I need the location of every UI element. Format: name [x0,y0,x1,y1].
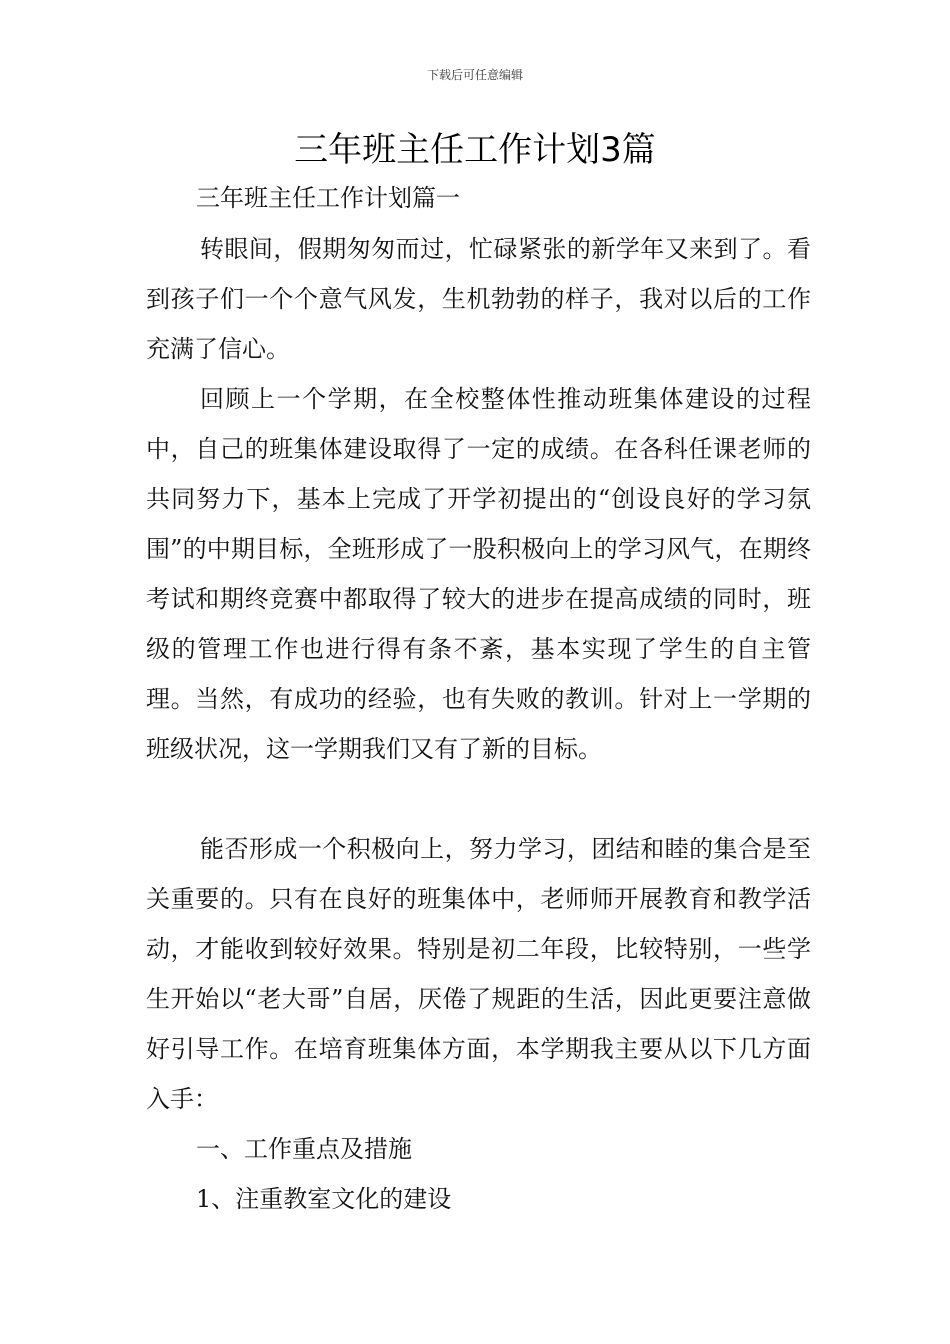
header-note: 下载后可任意编辑 [426,68,523,82]
body-paragraph: 能否形成一个积极向上，努力学习，团结和睦的集合是至关重要的。只有在良好的班集体中，老师师开展教育和教学活动，才能收到较好效果。特别是初二年段，比较特别，一些学生开始以“老大哥”自居，厌倦了规距的生活，因此更要注意做好引导工作。在培育班集体方面，本学期我主要从以下几方面入手： [146,835,811,1113]
section-subtitle: 三年班主任工作计划篇一 [196,184,460,212]
item-heading: 1、注重教室文化的建设 [196,1185,452,1213]
document-title: 三年班主任工作计划3篇 [294,130,656,170]
body-paragraph: 回顾上一个学期，在全校整体性推动班集体建设的过程中，自己的班集体建设取得了一定的成绩。在各科任课老师的共同努力下，基本上完成了开学初提出的“创设良好的学习氛围”的中期目标，全班形成了一股积极向上的学习风气，在期终考试和期终竞赛中都取得了较大的进步在提高成绩的同时，班级的管理工作也进行得有条不紊，基本实现了学生的自主管理。当然，有成功的经验，也有失败的教训。针对上一学期的班级状况，这一学期我们又有了新的目标。 [146,385,811,763]
body-paragraph: 转眼间，假期匆匆而过，忙碌紧张的新学年又来到了。看到孩子们一个个意气风发，生机勃勃的样子，我对以后的工作充满了信心。 [146,235,811,363]
section-heading: 一、工作重点及措施 [196,1135,412,1163]
